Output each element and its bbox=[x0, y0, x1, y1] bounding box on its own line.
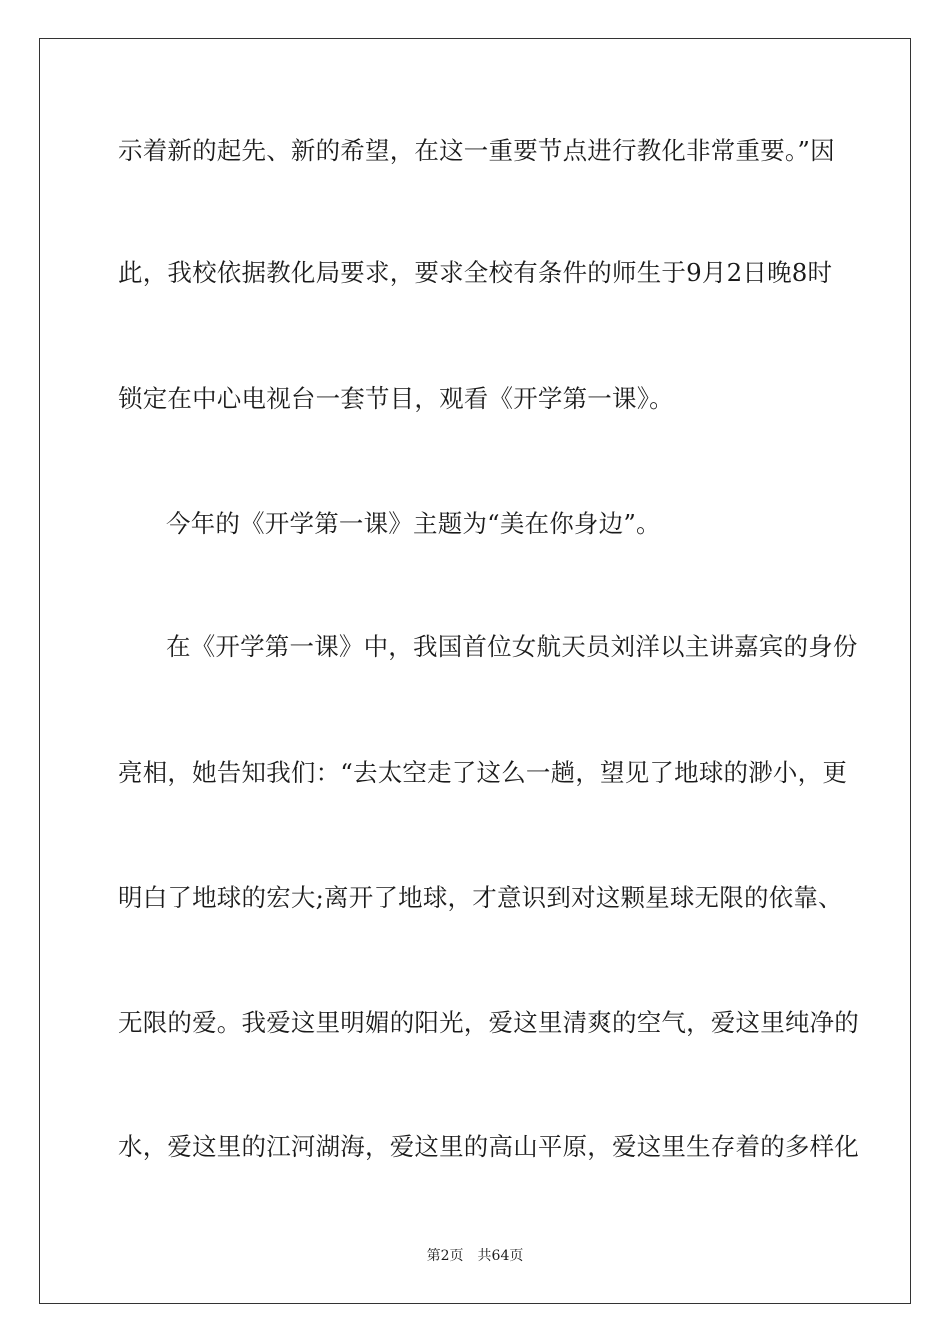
body-text-line: 今年的《开学第一课》主题为“美在你身边”。 bbox=[166, 509, 661, 538]
page-frame bbox=[39, 38, 911, 1304]
body-text-line: 锁定在中心电视台一套节目，观看《开学第一课》。 bbox=[118, 384, 674, 413]
body-text-line: 亮相，她告知我们：“去太空走了这么一趟，望见了地球的渺小，更 bbox=[118, 758, 848, 787]
body-text-line: 此，我校依据教化局要求，要求全校有条件的师生于9月2日晚8时 bbox=[118, 258, 833, 287]
body-text-line: 无限的爱。我爱这里明媚的阳光，爱这里清爽的空气，爱这里纯净的 bbox=[118, 1008, 859, 1037]
page-footer bbox=[0, 1247, 950, 1265]
page-number: 第2页 bbox=[426, 1248, 464, 1264]
body-text-line: 示着新的起先、新的希望，在这一重要节点进行教化非常重要。”因 bbox=[118, 136, 835, 165]
body-text-line: 在《开学第一课》中，我国首位女航天员刘洋以主讲嘉宾的身份 bbox=[166, 632, 858, 661]
body-text-line: 明白了地球的宏大;离开了地球，才意识到对这颗星球无限的依靠、 bbox=[118, 883, 843, 912]
body-text-line: 水，爱这里的江河湖海，爱这里的高山平原，爱这里生存着的多样化 bbox=[118, 1132, 859, 1161]
page-total: 共64页 bbox=[477, 1248, 524, 1264]
